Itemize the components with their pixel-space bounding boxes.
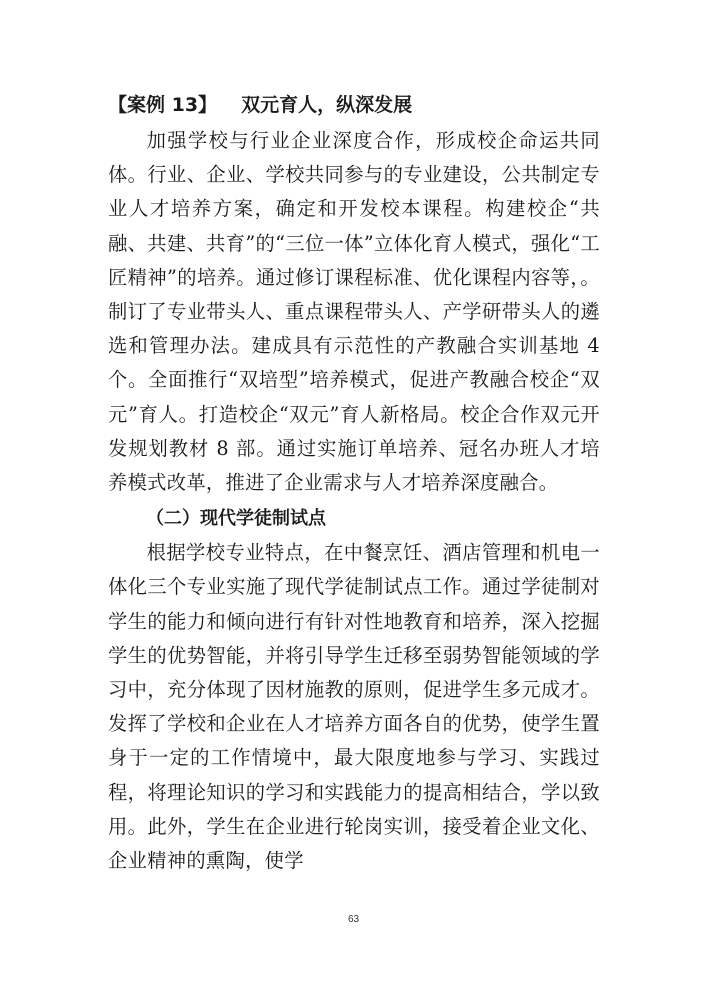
case-paragraph: 加强学校与行业企业深度合作，形成校企命运共同体。行业、企业、学校共同参与的专业建设，公共制定专业人才培养方案，确定和开发校本课程。构建校企“共融、共建、共育”的“三位一体”立体化育人模式，强化“工匠精神”的培养。通过修订课程标准、优化课程内容等，。制订了专业带头人、重点课程带头人、产学研带头人的遴选和管理办法。建成具有示范性的产教融合实训基地 4 个。全面推行“双培型”培养模式，促进产教融合校企“双元”育人。打造校企“双元”育人新格局。校企合作双元开发规划教材 8 部。通过实施订单培养、冠名办班人才培养模式改革，推进了企业需求与人才培养深度融合。: [108, 129, 600, 495]
section-paragraph: 根据学校专业特点，在中餐烹饪、酒店管理和机电一体化三个专业实施了现代学徒制试点工作。通过学徒制对学生的能力和倾向进行有针对性地教育和培养，深入挖掘学生的优势智能，并将引导学生迁移至弱势智能领域的学习中，充分体现了因材施教的原则，促进学生多元成才。发挥了学校和企业在人才培养方面各自的优势，使学生置身于一定的工作情境中，最大限度地参与学习、实践过程，将理论知识的学习和实践能力的提高相结合，学以致用。此外，学生在企业进行轮岗实训，接受着企业文化、企业精神的熏陶，使学: [108, 541, 600, 873]
section-heading: （二）现代学徒制试点: [146, 508, 326, 530]
page-number: 63: [347, 914, 360, 925]
case-heading: [108, 88, 600, 122]
case-title: 双元育人，纵深发展: [241, 94, 413, 116]
page-content: [108, 88, 600, 878]
case-label: 【案例 13】: [108, 94, 218, 116]
